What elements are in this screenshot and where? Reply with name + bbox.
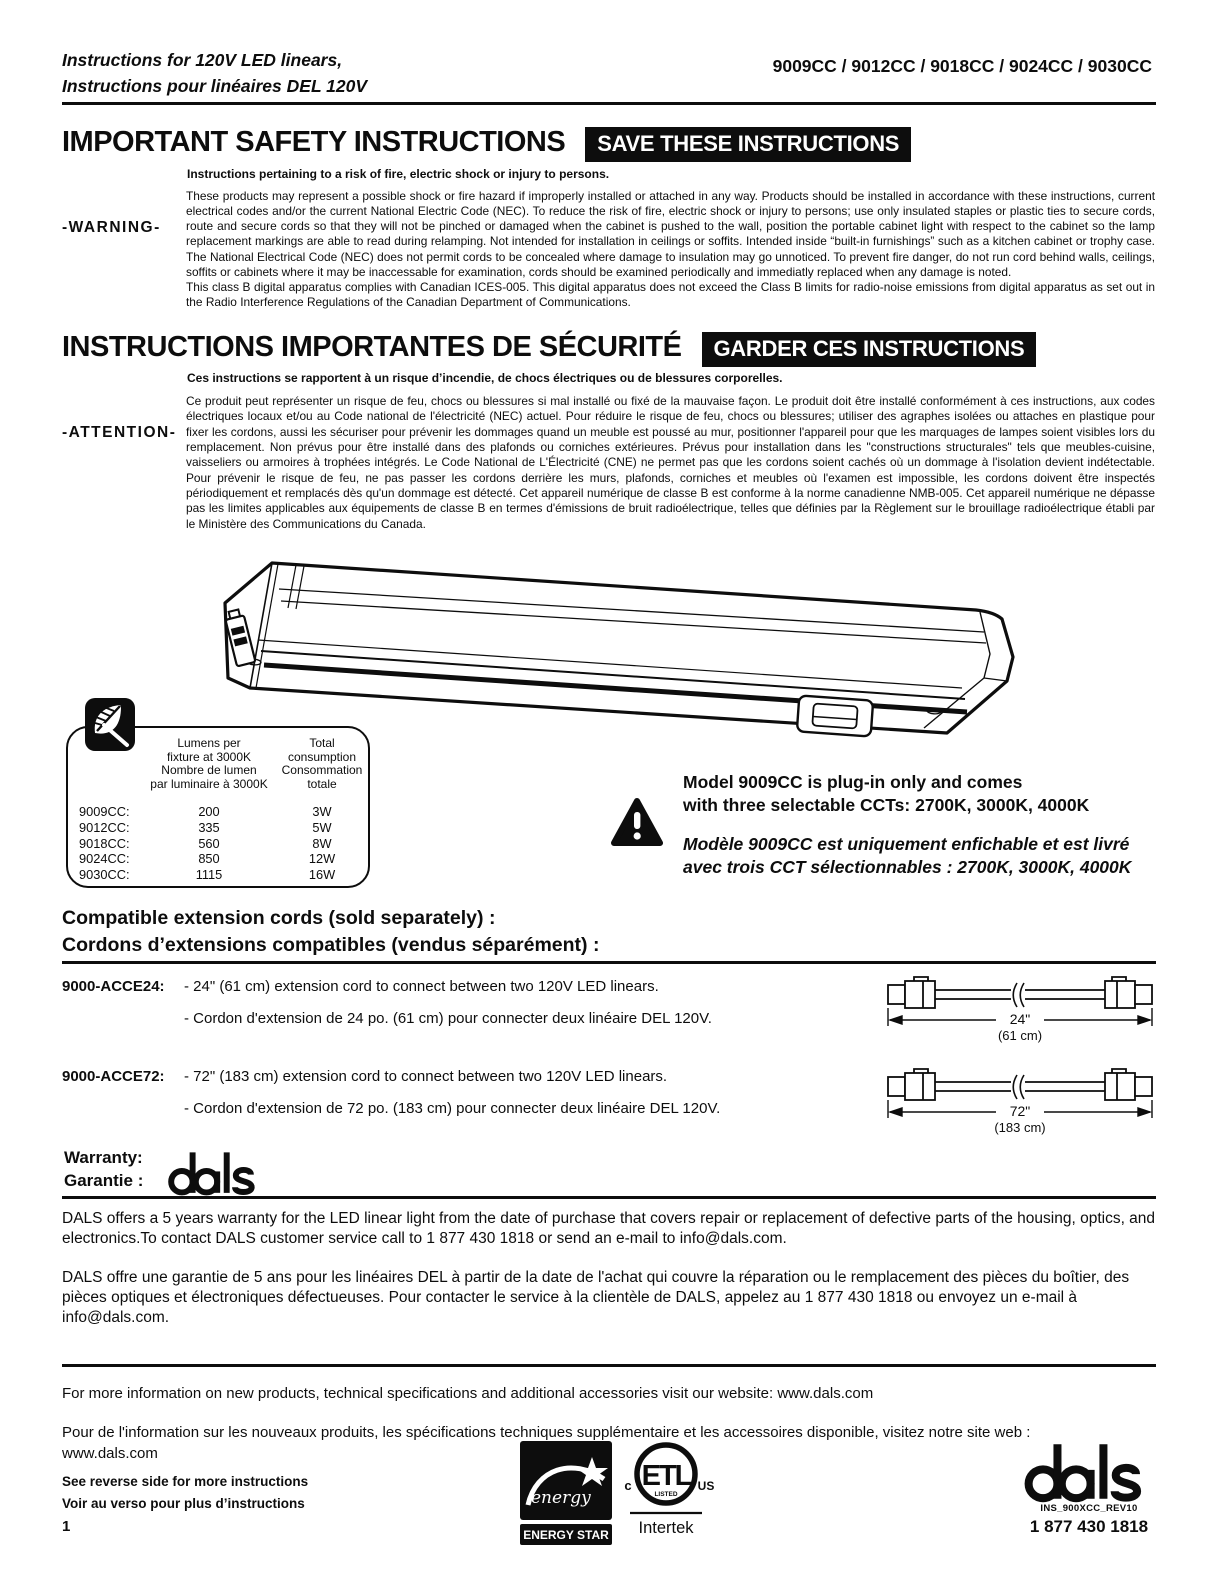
svg-text:Intertek: Intertek <box>638 1519 694 1537</box>
etl-listed-logo <box>614 1438 718 1542</box>
extension-code-1: 9000-ACCE24: <box>62 978 165 995</box>
warranty-divider <box>62 1196 1156 1199</box>
extension-code-2: 9000-ACCE72: <box>62 1068 165 1085</box>
spec-col-lumens-header: Lumens per fixture at 3000K Nombre de lumen par luminaire à 3000K <box>150 736 268 791</box>
warning-triangle-icon <box>611 797 663 849</box>
phone-number: 1 877 430 1818 <box>1029 1517 1149 1536</box>
safety-paragraphs-fr <box>186 394 1155 532</box>
footer-divider <box>62 1364 1156 1367</box>
safety-paragraph-en-2: This class B digital apparatus complies with Canadian ICES-005. This digital apparatus does not exceed the Class B limits for radio-noise emissions from digital apparatus as set out in the Radio Interference Regulations of the Canadian Department of Communications. <box>186 279 1155 310</box>
extension-cord-24in-drawing <box>886 974 1154 1046</box>
extension-desc-en-2: - 72" (183 cm) extension cord to connect between two 120V LED linears. <box>184 1068 668 1085</box>
document-title-en: Instructions for 120V LED linears, <box>62 50 343 70</box>
safety-paragraph-en-1: These products may represent a possible shock or fire hazard if improperly installed or attached in any way. Products should be installed in accordance with these instructions, current electrical codes and/or the current National Electric Code (NEC). To reduce the risk of fire, electric shock or injury to persons; use only insulated staples or plastic ties to secure cords, route and secure cords so that they will not be pinched or damaged when the cabinet is pushed to the wall, position the portable cabinet light with respect to the cabinet so the lamp replacement markings are able to read during relamping. Not intended for installation in ceilings or soffits. Intended inside “built-in furnishings” such as a kitchen cabinet or trophy case. The National Electrical Code (NEC) does not permit cords to be concealed where damage to insulation may go unnoticed. To prevent fire danger, do not run cord behind walls, ceilings, soffits or cabinets where it may be inaccessable for examination, cords should be examined periodically and immediatly replaced when any damage is noted. <box>186 189 1155 279</box>
dals-logo <box>168 1150 264 1196</box>
model-note-en: Model 9009CC is plug-in only and comes with three selectable CCTs: 2700K, 3000K, 4000K <box>683 772 1090 815</box>
led-fixture-drawing <box>218 548 1033 748</box>
table-row: 9009CC: 200 3W <box>79 804 332 819</box>
leaf-icon <box>84 697 136 752</box>
footer-info-en: For more information on new products, technical specifications and additional accessories visit our website: www.dals.com <box>62 1385 874 1402</box>
spec-col-consumption-header: Total consumption Consommation totale <box>281 736 363 791</box>
svg-text:US: US <box>697 1479 715 1493</box>
svg-text:ENERGY STAR: ENERGY STAR <box>523 1528 609 1542</box>
warning-label-en: -WARNING- <box>62 219 161 236</box>
safety-paragraph-fr-1: Ce produit peut représenter un risque de feu, chocs ou blessures si mal installé ou fixé de la mauvaise façon. Le produit doit être installé conformément à ces instructions, aux codes électriques locaux et/ou au Code national de l'électricité (NEC) actuel. Pour réduire le risque de feu, chocs ou blessures; utiliser des agraphes isolées ou attaches en plastique pour fixer les cordons, aussi les sécuriser pour prévenir les dommages quand un meuble est poussé au mur, positionner l'appareil pour que les marquages de lampes soient visibles lors du remplacement. Non prévus pour être installé dans des plafonds ou corniches extérieures. Prévus pour installation dans les "constructions structurales" tels que meubles-cuisine, vaisseliers ou armoires à trophées intégrés. Le Code National de L'Électricité (CNE) ne permet pas que les cordons soient cachés où un dommage à l'isolation devient indétectable. Pour prévenir le risque de feu, ne pas passer les cordons derrière les murs, plafonds, corniches et meubles où l'examen est impossible, les cordons doivent être inspectés périodiquement et remplacés dès qu'un dommage est détecté. Cet appareil numérique de classe B est conforme à la norme canadienne NMB-005. Cet appareil numérique ne dépasse pas les limites applicables aux équipements de classe B en termes d'émissions de bruit radioélectrique, telles que définies par la Règlement sur le brouillage radioélectrique établi par le Ministère des Communications du Canada. <box>186 394 1155 531</box>
extension-cord-72in-drawing <box>886 1066 1154 1138</box>
svg-text:(61 cm): (61 cm) <box>997 1028 1043 1043</box>
page-number: 1 <box>62 1518 71 1535</box>
model-numbers: 9009CC / 9012CC / 9018CC / 9024CC / 9030CC <box>772 56 1152 76</box>
header-divider <box>62 102 1156 105</box>
table-row: 9030CC: 1115 16W <box>79 867 336 883</box>
save-instructions-badge-en: SAVE THESE INSTRUCTIONS <box>585 127 911 162</box>
safety-intro-fr: Ces instructions se rapportent à un risque d’incendie, de chocs électriques ou de blessures corporelles. <box>187 371 783 385</box>
svg-text:(183 cm): (183 cm) <box>994 1120 1046 1135</box>
warning-label-fr: -ATTENTION- <box>62 424 177 441</box>
svg-text:c: c <box>624 1478 632 1493</box>
safety-intro-en: Instructions pertaining to a risk of fire, electric shock or injury to persons. <box>187 167 610 181</box>
document-title-fr: Instructions pour linéaires DEL 120V <box>62 76 368 97</box>
svg-text:energy: energy <box>531 1488 591 1508</box>
svg-text:LISTED: LISTED <box>654 1491 678 1498</box>
power-switch-detail <box>797 695 873 736</box>
dals-logo-footer <box>1024 1441 1154 1503</box>
svg-text:ETL: ETL <box>641 1460 691 1492</box>
warranty-paragraph-en: DALS offers a 5 years warranty for the LED linear light from the date of purchase that covers repair or replacement of defective parts of the housing, optics, and electronics.To contact DALS customer service call to 1 877 430 1818 or send an e-mail to info@dals.com. <box>62 1210 1156 1247</box>
table-row: 9018CC: 560 8W <box>79 835 332 851</box>
svg-text:72": 72" <box>1009 1103 1031 1119</box>
energy-star-logo <box>520 1441 612 1545</box>
extension-desc-fr-2: - Cordon d'extension de 72 po. (183 cm) pour connecter deux linéaire DEL 120V. <box>184 1100 721 1117</box>
reverse-side-note: See reverse side for more instructions Voir au verso pour plus d’instructions <box>62 1474 309 1511</box>
safety-heading-fr: INSTRUCTIONS IMPORTANTES DE SÉCURITÉ <box>62 331 682 363</box>
model-note-fr: Modèle 9009CC est uniquement enfichable et est livré avec trois CCT sélectionnables : 2700K, 3000K, 4000K <box>683 834 1132 877</box>
footer-info-fr: Pour de l'information sur les nouveaux produits, les spécifications techniques supplémentaire et les accessoires disponible, visitez notre site web : www.dals.com <box>62 1424 1031 1462</box>
safety-paragraphs-en <box>186 189 1155 310</box>
warranty-paragraph-fr: DALS offre une garantie de 5 ans pour les linéaires DEL à partir de la date de l'achat qui couvre la réparation ou le remplacement des pièces du boîtier, des pièces optiques et électroniques défectueuses. Pour contacter le service à la clientèle de DALS, appelez au 1 877 430 1818 ou envoyez un e-mail à info@dals.com. <box>62 1269 1130 1326</box>
safety-heading-en: IMPORTANT SAFETY INSTRUCTIONS <box>62 126 566 158</box>
spec-rows <box>68 804 368 883</box>
svg-text:24": 24" <box>1009 1011 1031 1027</box>
table-row: 9012CC: 335 5W <box>79 819 332 835</box>
extension-desc-en-1: - 24" (61 cm) extension cord to connect between two 120V LED linears. <box>184 978 659 995</box>
extension-desc-fr-1: - Cordon d'extension de 24 po. (61 cm) pour connecter deux linéaire DEL 120V. <box>184 1010 712 1027</box>
extension-cords-heading: Compatible extension cords (sold separately) : Cordons d’extensions compatibles (vendus séparément) : <box>62 907 600 956</box>
extension-divider <box>62 961 1156 964</box>
revision-code: INS_900XCC_REV10 <box>1040 1503 1138 1514</box>
save-instructions-badge-fr: GARDER CES INSTRUCTIONS <box>702 332 1037 367</box>
table-row: 9024CC: 850 12W <box>79 851 336 867</box>
warranty-label: Warranty: Garantie : <box>64 1148 144 1190</box>
document-title <box>62 47 367 100</box>
